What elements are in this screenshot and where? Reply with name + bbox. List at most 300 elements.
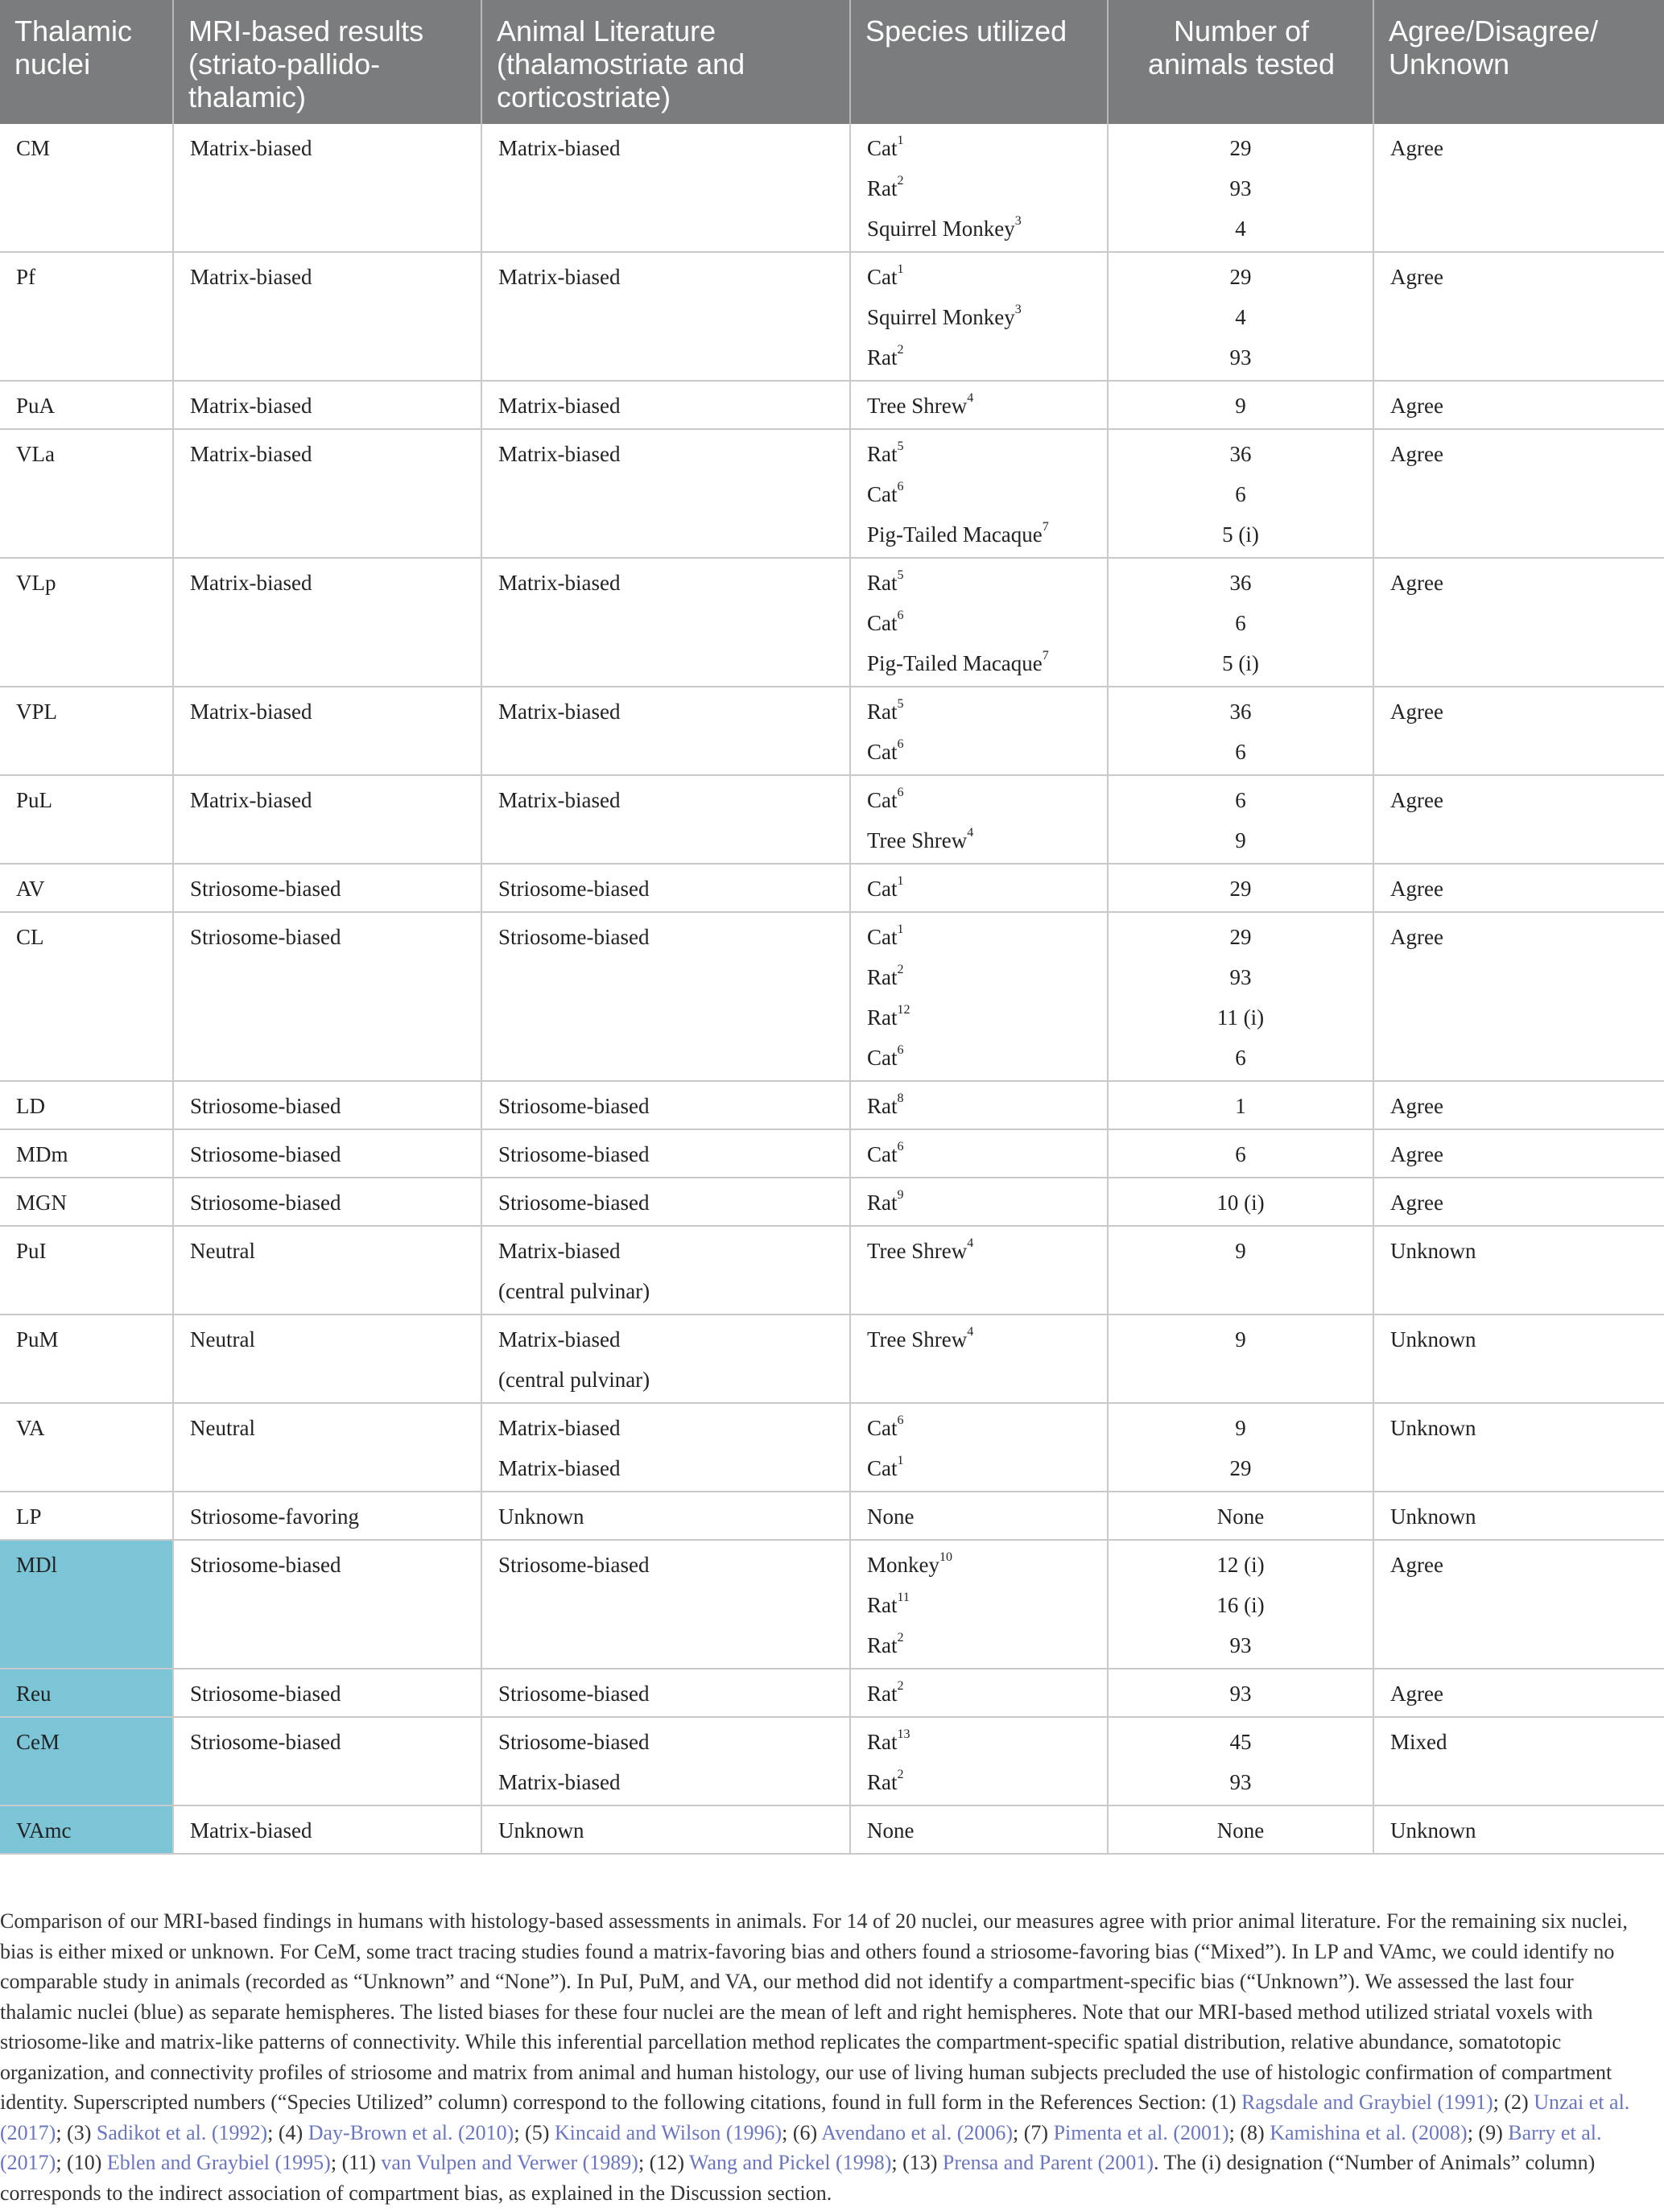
species-name: Cat	[867, 136, 898, 160]
species-entry	[867, 1231, 1092, 1271]
animal-literature-cell	[481, 1178, 850, 1226]
species-entry	[867, 1319, 1092, 1360]
table-row	[0, 912, 1664, 1081]
table-caption	[0, 1906, 1634, 2208]
animals-tested-cell	[1108, 1081, 1373, 1129]
species-cell	[850, 1669, 1108, 1717]
animal-literature-line: Matrix-biased	[498, 136, 621, 160]
table-row	[0, 381, 1664, 429]
species-name: Rat	[867, 1593, 898, 1617]
animals-tested-cell	[1108, 252, 1373, 381]
animals-tested-cell	[1108, 381, 1373, 429]
animals-tested-value: 5 (i)	[1222, 651, 1259, 675]
animal-literature-cell	[481, 1226, 850, 1314]
mri-result: Striosome-biased	[190, 1682, 341, 1706]
agreement-status: Mixed	[1390, 1730, 1447, 1754]
animal-literature-line: Striosome-biased	[498, 925, 650, 949]
table-row	[0, 1226, 1664, 1314]
species-name: Rat	[867, 1730, 898, 1754]
mri-result: Striosome-biased	[190, 1730, 341, 1754]
nucleus-cell	[0, 1540, 173, 1669]
species-name: Cat	[867, 877, 898, 901]
nucleus-cell	[0, 1403, 173, 1492]
mri-result: Matrix-biased	[190, 394, 312, 418]
animals-tested-value: None	[1216, 1504, 1265, 1529]
animals-tested-value: 10 (i)	[1216, 1191, 1265, 1215]
animals-tested-value: 29	[1229, 265, 1252, 289]
species-cell	[850, 1314, 1108, 1403]
caption-text: ; (5)	[514, 2120, 555, 2144]
table-row	[0, 864, 1664, 912]
nucleus-name: VPL	[16, 700, 58, 724]
mri-result-cell	[173, 381, 481, 429]
animals-tested-cell	[1108, 1178, 1373, 1226]
header-line: animals tested	[1147, 47, 1336, 80]
citation-link[interactable]: Kincaid and Wilson (1996)	[554, 2120, 782, 2144]
nucleus-name: MDl	[16, 1553, 58, 1577]
mri-result: Matrix-biased	[190, 136, 312, 160]
citation-superscript: 6	[897, 1140, 904, 1153]
mri-result: Neutral	[190, 1327, 255, 1352]
col-header-animal-literature	[481, 0, 850, 124]
agreement-cell	[1373, 1226, 1664, 1314]
animal-literature-cell	[481, 1540, 850, 1669]
animal-literature-line: Unknown	[498, 1504, 584, 1529]
table-row	[0, 558, 1664, 687]
animals-tested-value: None	[1216, 1818, 1265, 1843]
species-name: Cat	[867, 1046, 898, 1070]
nucleus-name: PuM	[16, 1327, 59, 1352]
species-entry	[867, 208, 1092, 249]
animals-tested-value: 12 (i)	[1216, 1553, 1265, 1577]
nucleus-name: PuI	[16, 1239, 47, 1263]
species-entry	[867, 820, 1092, 860]
agreement-cell	[1373, 381, 1664, 429]
citation-superscript: 10	[939, 1550, 952, 1564]
mri-result: Striosome-biased	[190, 1094, 341, 1118]
caption-text: ; (3)	[56, 2120, 97, 2144]
citation-superscript: 1	[897, 1454, 904, 1467]
animal-literature-line: Matrix-biased	[498, 394, 621, 418]
animals-tested-value: 36	[1229, 442, 1252, 466]
species-entry	[867, 1134, 1092, 1174]
citation-link[interactable]: Barry et al. (2017)	[0, 2120, 1602, 2174]
nucleus-cell	[0, 1669, 173, 1717]
species-name: Squirrel Monkey	[867, 217, 1015, 241]
species-name: Cat	[867, 1416, 898, 1440]
nucleus-name: PuA	[16, 394, 56, 418]
animals-tested-value: 29	[1229, 877, 1252, 901]
species-name: Rat	[867, 1682, 898, 1706]
species-entry	[867, 997, 1092, 1038]
animals-tested-value: 6	[1235, 1142, 1246, 1166]
species-name: Cat	[867, 1142, 898, 1166]
table-row	[0, 1492, 1664, 1540]
citation-superscript: 2	[897, 343, 904, 357]
agreement-cell	[1373, 1403, 1664, 1492]
species-entry	[867, 1585, 1092, 1625]
citation-superscript: 13	[897, 1727, 910, 1741]
citation-superscript: 5	[897, 440, 904, 453]
citation-superscript: 6	[897, 1413, 904, 1427]
animals-tested-value: 6	[1235, 611, 1246, 635]
citation-superscript: 3	[1014, 303, 1022, 316]
nucleus-cell	[0, 1226, 173, 1314]
header-line: Animal Literature	[497, 14, 716, 47]
nucleus-cell	[0, 687, 173, 775]
agreement-status: Agree	[1390, 394, 1443, 418]
citation-link[interactable]: Wang and Pickel (1998)	[689, 2151, 892, 2174]
species-name: Cat	[867, 925, 898, 949]
animals-tested-value: 16 (i)	[1216, 1593, 1265, 1617]
nucleus-cell	[0, 381, 173, 429]
citation-superscript: 2	[897, 1631, 904, 1645]
header-line: Number of	[1173, 14, 1310, 47]
citation-link[interactable]: Sadikot et al. (1992)	[96, 2120, 268, 2144]
species-name: None	[867, 1504, 915, 1529]
header-line: MRI-based results	[188, 14, 424, 47]
species-cell	[850, 1492, 1108, 1540]
citation-superscript: 4	[967, 1325, 974, 1339]
mri-result: Striosome-biased	[190, 925, 341, 949]
species-name: Cat	[867, 1456, 898, 1480]
table-body	[0, 124, 1664, 1854]
species-cell	[850, 1129, 1108, 1178]
agreement-cell	[1373, 1314, 1664, 1403]
nucleus-cell	[0, 1081, 173, 1129]
species-entry	[867, 1448, 1092, 1488]
mri-result: Neutral	[190, 1239, 255, 1263]
animals-tested-value: 6	[1235, 788, 1246, 812]
animals-tested-value: 93	[1229, 176, 1252, 200]
nucleus-cell	[0, 252, 173, 381]
animal-literature-cell	[481, 775, 850, 864]
caption-text: ; (2)	[1493, 2090, 1534, 2114]
species-name: Rat	[867, 345, 898, 369]
mri-result-cell	[173, 1540, 481, 1669]
citation-link[interactable]: Prensa and Parent (2001)	[942, 2151, 1154, 2174]
animal-literature-cell	[481, 1081, 850, 1129]
header-line: corticostriate)	[497, 80, 671, 113]
caption-text: ; (6)	[782, 2120, 822, 2144]
agreement-cell	[1373, 1669, 1664, 1717]
animal-literature-line: Unknown	[498, 1818, 584, 1843]
nucleus-name: MGN	[16, 1191, 68, 1215]
species-name: Cat	[867, 740, 898, 764]
mri-result: Striosome-biased	[190, 1553, 341, 1577]
nucleus-name: CL	[16, 925, 44, 949]
citation-superscript: 2	[897, 1679, 904, 1693]
header-line: Agree/Disagree/	[1389, 14, 1599, 47]
species-entry	[867, 297, 1092, 337]
species-name: Rat	[867, 700, 898, 724]
nucleus-name: Pf	[16, 265, 36, 289]
species-entry	[867, 514, 1092, 555]
mri-result-cell	[173, 558, 481, 687]
caption-text: ; (12)	[638, 2151, 690, 2174]
animals-tested-cell	[1108, 558, 1373, 687]
animal-literature-cell	[481, 1129, 850, 1178]
agreement-status: Unknown	[1390, 1504, 1476, 1529]
nucleus-cell	[0, 912, 173, 1081]
caption-text: ; (9)	[1467, 2120, 1509, 2144]
animal-literature-line: Matrix-biased	[498, 1456, 621, 1480]
species-cell	[850, 1806, 1108, 1854]
mri-result-cell	[173, 864, 481, 912]
mri-result: Matrix-biased	[190, 700, 312, 724]
species-entry	[867, 869, 1092, 909]
animal-literature-cell	[481, 558, 850, 687]
citation-superscript: 6	[897, 1043, 904, 1057]
citation-superscript: 2	[897, 1768, 904, 1781]
species-name: Cat	[867, 265, 898, 289]
mri-result: Matrix-biased	[190, 788, 312, 812]
species-entry	[867, 780, 1092, 820]
agreement-cell	[1373, 429, 1664, 558]
col-header-agreement	[1373, 0, 1664, 124]
agreement-cell	[1373, 1540, 1664, 1669]
species-entry	[867, 386, 1092, 426]
animals-tested-value: 93	[1229, 1770, 1252, 1794]
animal-literature-cell	[481, 1492, 850, 1540]
species-name: Tree Shrew	[867, 394, 968, 418]
table-row	[0, 1178, 1664, 1226]
agreement-status: Agree	[1390, 1142, 1443, 1166]
nucleus-cell	[0, 1717, 173, 1806]
nucleus-cell	[0, 429, 173, 558]
nucleus-name: VLa	[16, 442, 55, 466]
table-row	[0, 1717, 1664, 1806]
agreement-status: Unknown	[1390, 1239, 1476, 1263]
citation-link[interactable]: Day-Brown et al. (2010)	[308, 2120, 514, 2144]
species-entry	[867, 1722, 1092, 1762]
species-cell	[850, 429, 1108, 558]
citation-superscript: 6	[897, 737, 904, 751]
animal-literature-cell	[481, 124, 850, 252]
agreement-cell	[1373, 124, 1664, 252]
species-name: Tree Shrew	[867, 1239, 968, 1263]
species-cell	[850, 775, 1108, 864]
table-row	[0, 1669, 1664, 1717]
mri-result-cell	[173, 1492, 481, 1540]
animal-literature-line: Matrix-biased	[498, 700, 621, 724]
agreement-status: Agree	[1390, 700, 1443, 724]
mri-result-cell	[173, 1806, 481, 1854]
animals-tested-cell	[1108, 1129, 1373, 1178]
citation-link[interactable]: Avendano et al. (2006)	[821, 2120, 1014, 2144]
citation-superscript: 6	[897, 480, 904, 493]
animals-tested-cell	[1108, 687, 1373, 775]
animals-tested-value: 4	[1235, 305, 1246, 329]
animal-literature-cell	[481, 252, 850, 381]
agreement-cell	[1373, 912, 1664, 1081]
col-header-mri-results	[173, 0, 481, 124]
mri-result-cell	[173, 912, 481, 1081]
table-row	[0, 124, 1664, 252]
animals-tested-cell	[1108, 912, 1373, 1081]
species-name: Cat	[867, 482, 898, 506]
species-name: Rat	[867, 965, 898, 989]
agreement-cell	[1373, 1178, 1664, 1226]
animals-tested-value: 9	[1235, 1239, 1246, 1263]
mri-result-cell	[173, 1226, 481, 1314]
animals-tested-cell	[1108, 1540, 1373, 1669]
species-entry	[867, 434, 1092, 474]
nucleus-cell	[0, 1178, 173, 1226]
table-header-row	[0, 0, 1664, 124]
citation-superscript: 9	[897, 1188, 904, 1202]
nucleus-cell	[0, 558, 173, 687]
species-entry	[867, 1545, 1092, 1585]
nucleus-name: CeM	[16, 1730, 60, 1754]
species-name: None	[867, 1818, 915, 1843]
citation-superscript: 6	[897, 609, 904, 622]
col-header-animals-tested	[1108, 0, 1373, 124]
species-entry	[867, 1086, 1092, 1126]
animal-literature-line: Matrix-biased	[498, 265, 621, 289]
table-row	[0, 1081, 1664, 1129]
animals-tested-value: 45	[1229, 1730, 1252, 1754]
mri-result-cell	[173, 1717, 481, 1806]
agreement-cell	[1373, 1717, 1664, 1806]
species-entry	[867, 603, 1092, 643]
species-cell	[850, 1717, 1108, 1806]
nucleus-cell	[0, 1492, 173, 1540]
species-name: Monkey	[867, 1553, 939, 1577]
nucleus-cell	[0, 1806, 173, 1854]
species-cell	[850, 864, 1108, 912]
citation-superscript: 1	[897, 922, 904, 936]
header-line: thalamic)	[188, 80, 307, 113]
animal-literature-cell	[481, 381, 850, 429]
animals-tested-value: 9	[1235, 828, 1246, 852]
mri-result: Matrix-biased	[190, 571, 312, 595]
mri-result-cell	[173, 1081, 481, 1129]
caption-text: ; (7)	[1013, 2120, 1054, 2144]
agreement-cell	[1373, 558, 1664, 687]
citation-link[interactable]: van Vulpen and Verwer (1989)	[381, 2151, 638, 2174]
species-entry	[867, 691, 1092, 732]
mri-result: Matrix-biased	[190, 1818, 312, 1843]
citation-superscript: 7	[1042, 520, 1049, 534]
mri-result-cell	[173, 775, 481, 864]
animals-tested-cell	[1108, 864, 1373, 912]
species-name: Pig-Tailed Macaque	[867, 651, 1043, 675]
agreement-cell	[1373, 1081, 1664, 1129]
animals-tested-value: 93	[1229, 1682, 1252, 1706]
species-name: Cat	[867, 788, 898, 812]
animals-tested-cell	[1108, 1314, 1373, 1403]
nucleus-name: LD	[16, 1094, 45, 1118]
animals-tested-value: 6	[1235, 740, 1246, 764]
animals-tested-value: 93	[1229, 1633, 1252, 1657]
animal-literature-cell	[481, 912, 850, 1081]
mri-result-cell	[173, 1129, 481, 1178]
citation-link[interactable]: Kamishina et al. (2008)	[1270, 2120, 1468, 2144]
animal-literature-cell	[481, 1669, 850, 1717]
animal-literature-line: Matrix-biased	[498, 442, 621, 466]
mri-result-cell	[173, 1669, 481, 1717]
species-name: Tree Shrew	[867, 1327, 968, 1352]
species-cell	[850, 1540, 1108, 1669]
species-cell	[850, 1226, 1108, 1314]
nucleus-cell	[0, 1314, 173, 1403]
header-line: Thalamic	[14, 14, 133, 47]
citation-link[interactable]: Ragsdale and Graybiel (1991)	[1241, 2090, 1493, 2114]
animal-literature-cell	[481, 1717, 850, 1806]
agreement-cell	[1373, 775, 1664, 864]
citation-superscript: 4	[967, 1236, 974, 1250]
agreement-cell	[1373, 864, 1664, 912]
species-entry	[867, 1762, 1092, 1802]
animals-tested-cell	[1108, 429, 1373, 558]
species-name: Rat	[867, 1633, 898, 1657]
citation-superscript: 7	[1042, 649, 1049, 662]
nucleus-name: Reu	[16, 1682, 52, 1706]
citation-superscript: 4	[967, 391, 974, 405]
species-name: Tree Shrew	[867, 828, 968, 852]
animal-literature-line: Matrix-biased	[498, 1239, 621, 1263]
header-line: (striato-pallido-	[188, 47, 381, 80]
animals-tested-value: 36	[1229, 571, 1252, 595]
citation-superscript: 5	[897, 568, 904, 582]
col-header-thalamic-nuclei	[0, 0, 173, 124]
agreement-status: Agree	[1390, 265, 1443, 289]
citation-link[interactable]: Unzai et al. (2017)	[0, 2090, 1630, 2144]
animals-tested-cell	[1108, 1226, 1373, 1314]
mri-result: Striosome-favoring	[190, 1504, 359, 1529]
mri-result-cell	[173, 687, 481, 775]
citation-link[interactable]: Eblen and Graybiel (1995)	[106, 2151, 331, 2174]
species-name: Rat	[867, 1094, 898, 1118]
species-cell	[850, 912, 1108, 1081]
animals-tested-value: 6	[1235, 1046, 1246, 1070]
animal-literature-line: Striosome-biased	[498, 1682, 650, 1706]
mri-result: Striosome-biased	[190, 1191, 341, 1215]
animal-literature-line: Matrix-biased	[498, 571, 621, 595]
species-cell	[850, 687, 1108, 775]
animals-tested-value: 11 (i)	[1216, 1005, 1265, 1030]
animal-literature-cell	[481, 429, 850, 558]
animal-literature-line: (central pulvinar)	[498, 1368, 650, 1392]
mri-result-cell	[173, 1403, 481, 1492]
citation-superscript: 3	[1014, 214, 1022, 228]
agreement-status: Agree	[1390, 1191, 1443, 1215]
agreement-cell	[1373, 1492, 1664, 1540]
nucleus-name: LP	[16, 1504, 42, 1529]
animals-tested-value: 36	[1229, 700, 1252, 724]
table-row	[0, 1314, 1664, 1403]
agreement-status: Agree	[1390, 788, 1443, 812]
citation-superscript: 5	[897, 697, 904, 711]
mri-result: Matrix-biased	[190, 265, 312, 289]
caption-text: ; (11)	[330, 2151, 382, 2174]
species-entry	[867, 1408, 1092, 1448]
species-entry	[867, 1182, 1092, 1223]
citation-superscript: 4	[967, 826, 974, 840]
animal-literature-cell	[481, 1314, 850, 1403]
species-name: Rat	[867, 1770, 898, 1794]
table-row	[0, 687, 1664, 775]
table-row	[0, 252, 1664, 381]
table-row	[0, 1540, 1664, 1669]
animals-tested-value: 9	[1235, 1416, 1246, 1440]
animal-literature-line: Striosome-biased	[498, 1730, 650, 1754]
citation-superscript: 2	[897, 963, 904, 976]
animal-literature-line: Striosome-biased	[498, 1553, 650, 1577]
animal-literature-line: Matrix-biased	[498, 788, 621, 812]
citation-link[interactable]: Pimenta et al. (2001)	[1053, 2120, 1229, 2144]
